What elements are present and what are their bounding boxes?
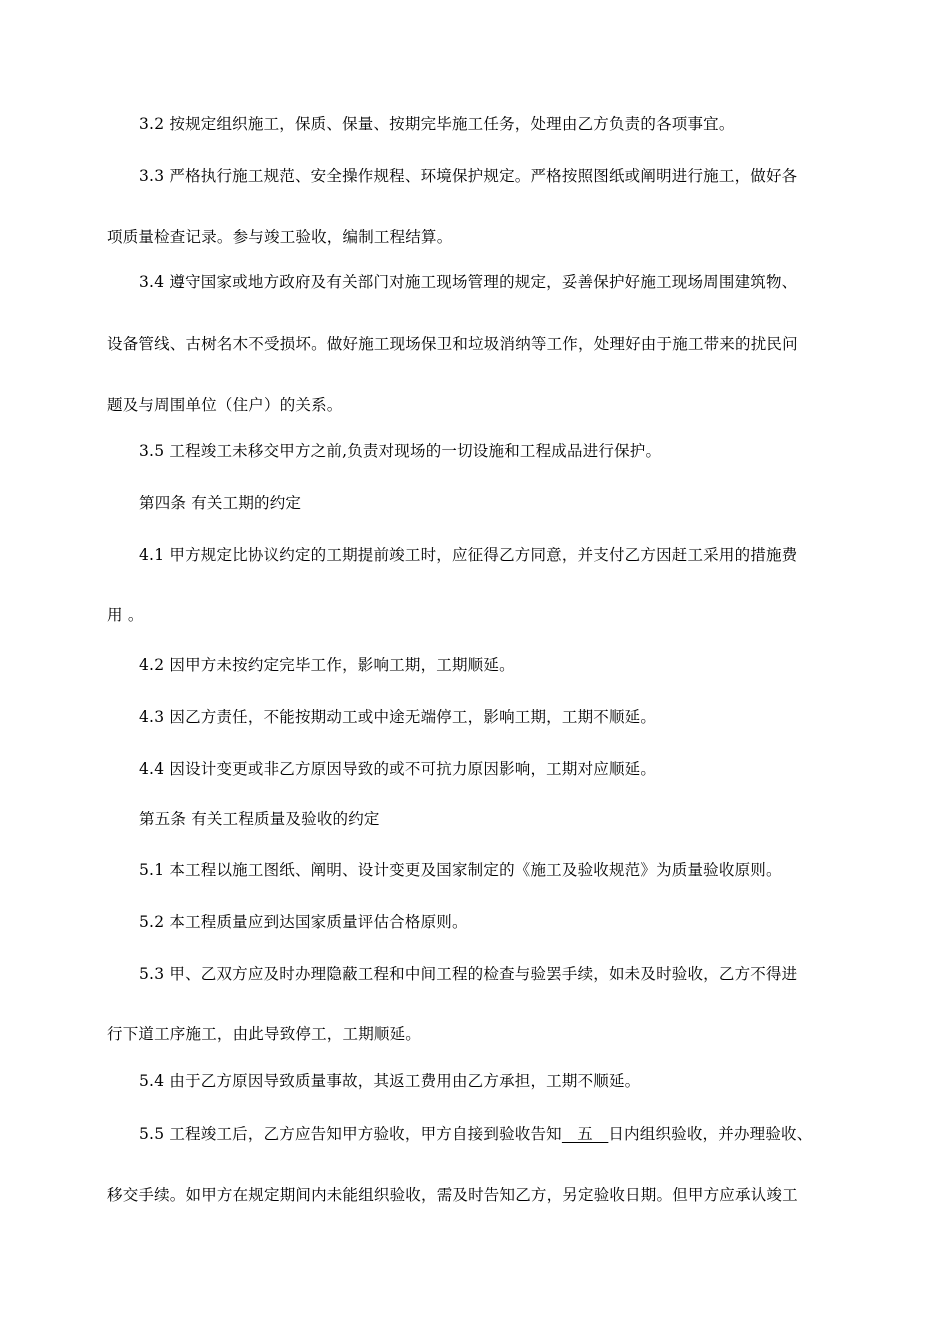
clause-4-1-line-2: 用 。 [107, 606, 144, 624]
clause-5-5-text-after: 日内组织验收，并办理验收、 [608, 1125, 813, 1143]
clause-4-2: 4.2 因甲方未按约定完毕工作，影响工期，工期顺延。 [139, 656, 515, 674]
clause-5-3-line-2: 行下道工序施工，由此导致停工，工期顺延。 [107, 1025, 422, 1043]
clause-3-4-line-1: 3.4 遵守国家或地方政府及有关部门对施工现场管理的规定，妥善保护好施工现场周围建筑物、 [139, 273, 798, 291]
clause-5-5-line-2: 移交手续。如甲方在规定期间内未能组织验收，需及时告知乙方，另定验收日期。但甲方应承认竣工 [107, 1186, 798, 1204]
clause-3-3-line-1: 3.3 严格执行施工规范、安全操作规程、环境保护规定。严格按照图纸或阐明进行施工，做好各 [139, 167, 798, 185]
article-4-heading: 第四条 有关工期的约定 [139, 494, 302, 512]
clause-5-2: 5.2 本工程质量应到达国家质量评估合格原则。 [139, 913, 468, 931]
clause-4-1-line-1: 4.1 甲方规定比协议约定的工期提前竣工时，应征得乙方同意，并支付乙方因赶工采用的措施费 [139, 546, 798, 564]
clause-3-4-line-2: 设备管线、古树名木不受损坏。做好施工现场保卫和垃圾消纳等工作，处理好由于施工带来的扰民问 [107, 335, 798, 353]
clause-3-3-line-2: 项质量检查记录。参与竣工验收，编制工程结算。 [107, 228, 453, 246]
clause-4-3: 4.3 因乙方责任，不能按期动工或中途无端停工，影响工期，工期不顺延。 [139, 708, 657, 726]
clause-5-3-line-1: 5.3 甲、乙双方应及时办理隐蔽工程和中间工程的检查与验罢手续，如未及时验收，乙方不得进 [139, 965, 798, 983]
clause-4-4: 4.4 因设计变更或非乙方原因导致的或不可抗力原因影响，工期对应顺延。 [139, 760, 657, 778]
clause-3-5: 3.5 工程竣工未移交甲方之前,负责对现场的一切设施和工程成品进行保护。 [139, 442, 662, 460]
clause-5-5-text-before: 5.5 工程竣工后，乙方应告知甲方验收，甲方自接到验收告知 [139, 1125, 562, 1143]
article-5-heading: 第五条 有关工程质量及验收的约定 [139, 810, 380, 828]
clause-3-4-line-3: 题及与周围单位（住户）的关系。 [107, 396, 343, 414]
clause-5-1: 5.1 本工程以施工图纸、阐明、设计变更及国家制定的《施工及验收规范》为质量验收原则。 [139, 861, 782, 879]
verification-days-value: 五 [561, 1125, 609, 1143]
clause-5-5-line-1 [139, 1124, 812, 1144]
clause-3-2: 3.2 按规定组织施工，保质、保量、按期完毕施工任务，处理由乙方负责的各项事宜。 [139, 115, 735, 133]
clause-5-4: 5.4 由于乙方原因导致质量事故，其返工费用由乙方承担，工期不顺延。 [139, 1072, 641, 1090]
